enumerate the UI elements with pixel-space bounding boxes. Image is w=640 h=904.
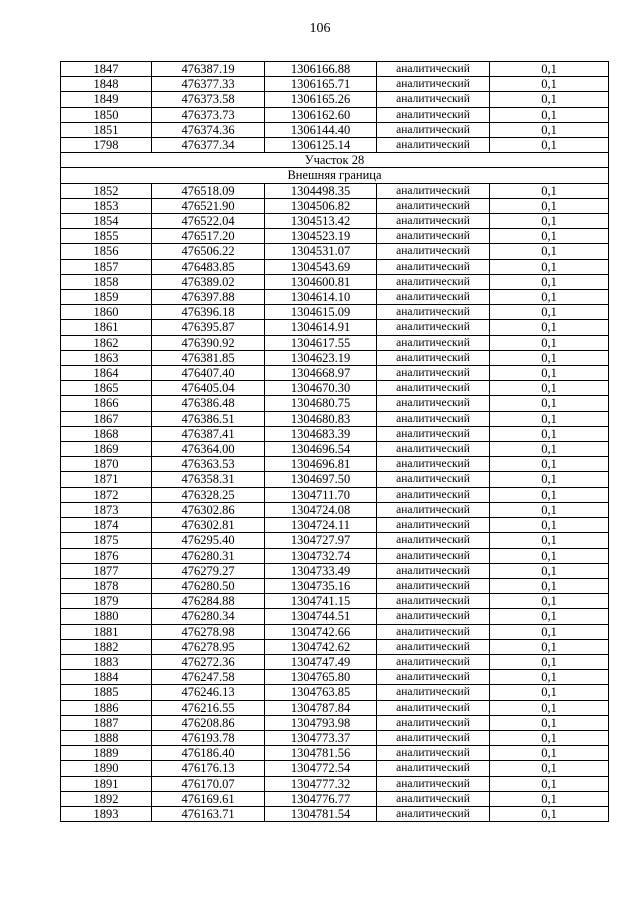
method: аналитический (377, 578, 490, 593)
method: аналитический (377, 62, 490, 77)
y-coordinate: 1304742.66 (265, 624, 377, 639)
x-coordinate: 476186.40 (152, 746, 265, 761)
point-number: 1798 (61, 138, 152, 153)
method: аналитический (377, 198, 490, 213)
accuracy: 0,1 (490, 502, 609, 517)
table-row (61, 472, 609, 487)
x-coordinate: 476169.61 (152, 791, 265, 806)
x-coordinate: 476364.00 (152, 442, 265, 457)
x-coordinate: 476246.13 (152, 685, 265, 700)
y-coordinate: 1304697.50 (265, 472, 377, 487)
point-number: 1878 (61, 578, 152, 593)
x-coordinate: 476522.04 (152, 214, 265, 229)
y-coordinate: 1306162.60 (265, 107, 377, 122)
point-number: 1885 (61, 685, 152, 700)
point-number: 1884 (61, 670, 152, 685)
method: аналитический (377, 77, 490, 92)
accuracy: 0,1 (490, 639, 609, 654)
point-number: 1854 (61, 214, 152, 229)
table-row (61, 259, 609, 274)
x-coordinate: 476363.53 (152, 457, 265, 472)
y-coordinate: 1306165.26 (265, 92, 377, 107)
accuracy: 0,1 (490, 107, 609, 122)
y-coordinate: 1304617.55 (265, 335, 377, 350)
accuracy: 0,1 (490, 609, 609, 624)
x-coordinate: 476272.36 (152, 654, 265, 669)
y-coordinate: 1304696.81 (265, 457, 377, 472)
x-coordinate: 476483.85 (152, 259, 265, 274)
y-coordinate: 1304772.54 (265, 761, 377, 776)
accuracy: 0,1 (490, 198, 609, 213)
point-number: 1860 (61, 305, 152, 320)
point-number: 1879 (61, 594, 152, 609)
y-coordinate: 1304781.54 (265, 806, 377, 821)
table-row (61, 639, 609, 654)
accuracy: 0,1 (490, 776, 609, 791)
y-coordinate: 1304513.42 (265, 214, 377, 229)
table-row (61, 366, 609, 381)
y-coordinate: 1304614.10 (265, 290, 377, 305)
y-coordinate: 1306144.40 (265, 122, 377, 137)
table-row (61, 107, 609, 122)
x-coordinate: 476395.87 (152, 320, 265, 335)
point-number: 1890 (61, 761, 152, 776)
accuracy: 0,1 (490, 138, 609, 153)
point-number: 1882 (61, 639, 152, 654)
x-coordinate: 476279.27 (152, 563, 265, 578)
method: аналитический (377, 350, 490, 365)
y-coordinate: 1304724.08 (265, 502, 377, 517)
accuracy: 0,1 (490, 396, 609, 411)
method: аналитический (377, 244, 490, 259)
table-row (61, 335, 609, 350)
table-row (61, 138, 609, 153)
point-number: 1856 (61, 244, 152, 259)
x-coordinate: 476247.58 (152, 670, 265, 685)
table-row (61, 624, 609, 639)
accuracy: 0,1 (490, 670, 609, 685)
y-coordinate: 1304498.35 (265, 183, 377, 198)
x-coordinate: 476280.31 (152, 548, 265, 563)
accuracy: 0,1 (490, 320, 609, 335)
accuracy: 0,1 (490, 806, 609, 821)
method: аналитический (377, 685, 490, 700)
x-coordinate: 476397.88 (152, 290, 265, 305)
y-coordinate: 1304680.83 (265, 411, 377, 426)
y-coordinate: 1304793.98 (265, 715, 377, 730)
method: аналитический (377, 274, 490, 289)
y-coordinate: 1304623.19 (265, 350, 377, 365)
point-number: 1875 (61, 533, 152, 548)
x-coordinate: 476518.09 (152, 183, 265, 198)
table-body-top (61, 62, 609, 153)
point-number: 1887 (61, 715, 152, 730)
y-coordinate: 1304735.16 (265, 578, 377, 593)
accuracy: 0,1 (490, 411, 609, 426)
coordinates-table (60, 61, 609, 822)
point-number: 1874 (61, 518, 152, 533)
y-coordinate: 1304742.62 (265, 639, 377, 654)
method: аналитический (377, 214, 490, 229)
method: аналитический (377, 472, 490, 487)
method: аналитический (377, 335, 490, 350)
x-coordinate: 476405.04 (152, 381, 265, 396)
point-number: 1871 (61, 472, 152, 487)
accuracy: 0,1 (490, 62, 609, 77)
point-number: 1848 (61, 77, 152, 92)
x-coordinate: 476517.20 (152, 229, 265, 244)
accuracy: 0,1 (490, 183, 609, 198)
x-coordinate: 476278.98 (152, 624, 265, 639)
accuracy: 0,1 (490, 654, 609, 669)
x-coordinate: 476381.85 (152, 350, 265, 365)
x-coordinate: 476302.86 (152, 502, 265, 517)
point-number: 1862 (61, 335, 152, 350)
table-row (61, 563, 609, 578)
point-number: 1877 (61, 563, 152, 578)
table-row (61, 578, 609, 593)
y-coordinate: 1304777.32 (265, 776, 377, 791)
table-row (61, 183, 609, 198)
y-coordinate: 1304727.97 (265, 533, 377, 548)
method: аналитический (377, 290, 490, 305)
table-row (61, 274, 609, 289)
table-row (61, 396, 609, 411)
point-number: 1889 (61, 746, 152, 761)
point-number: 1853 (61, 198, 152, 213)
accuracy: 0,1 (490, 685, 609, 700)
point-number: 1881 (61, 624, 152, 639)
section-subtitle-row (61, 168, 609, 183)
method: аналитический (377, 806, 490, 821)
accuracy: 0,1 (490, 259, 609, 274)
table-row (61, 700, 609, 715)
table-body-bottom (61, 183, 609, 822)
x-coordinate: 476390.92 (152, 335, 265, 350)
y-coordinate: 1306166.88 (265, 62, 377, 77)
point-number: 1876 (61, 548, 152, 563)
method: аналитический (377, 624, 490, 639)
table-row (61, 62, 609, 77)
method: аналитический (377, 183, 490, 198)
y-coordinate: 1304763.85 (265, 685, 377, 700)
table-row (61, 761, 609, 776)
method: аналитический (377, 654, 490, 669)
x-coordinate: 476328.25 (152, 487, 265, 502)
accuracy: 0,1 (490, 761, 609, 776)
accuracy: 0,1 (490, 77, 609, 92)
y-coordinate: 1306165.71 (265, 77, 377, 92)
accuracy: 0,1 (490, 533, 609, 548)
x-coordinate: 476396.18 (152, 305, 265, 320)
point-number: 1892 (61, 791, 152, 806)
point-number: 1888 (61, 730, 152, 745)
x-coordinate: 476280.50 (152, 578, 265, 593)
accuracy: 0,1 (490, 791, 609, 806)
accuracy: 0,1 (490, 715, 609, 730)
table-row (61, 244, 609, 259)
x-coordinate: 476506.22 (152, 244, 265, 259)
accuracy: 0,1 (490, 350, 609, 365)
x-coordinate: 476176.13 (152, 761, 265, 776)
point-number: 1872 (61, 487, 152, 502)
table-row (61, 746, 609, 761)
accuracy: 0,1 (490, 366, 609, 381)
point-number: 1870 (61, 457, 152, 472)
point-number: 1863 (61, 350, 152, 365)
x-coordinate: 476358.31 (152, 472, 265, 487)
table-row (61, 654, 609, 669)
accuracy: 0,1 (490, 214, 609, 229)
x-coordinate: 476193.78 (152, 730, 265, 745)
method: аналитический (377, 107, 490, 122)
point-number: 1858 (61, 274, 152, 289)
y-coordinate: 1304776.77 (265, 791, 377, 806)
point-number: 1866 (61, 396, 152, 411)
table-row (61, 198, 609, 213)
table-row (61, 548, 609, 563)
method: аналитический (377, 609, 490, 624)
x-coordinate: 476208.86 (152, 715, 265, 730)
table-row (61, 411, 609, 426)
x-coordinate: 476387.41 (152, 426, 265, 441)
method: аналитический (377, 305, 490, 320)
method: аналитический (377, 700, 490, 715)
accuracy: 0,1 (490, 290, 609, 305)
section-subtitle: Внешняя граница (61, 168, 609, 183)
point-number: 1880 (61, 609, 152, 624)
y-coordinate: 1304711.70 (265, 487, 377, 502)
method: аналитический (377, 548, 490, 563)
table-row (61, 229, 609, 244)
table-row (61, 730, 609, 745)
y-coordinate: 1304773.37 (265, 730, 377, 745)
point-number: 1861 (61, 320, 152, 335)
point-number: 1883 (61, 654, 152, 669)
table-row (61, 92, 609, 107)
point-number: 1891 (61, 776, 152, 791)
x-coordinate: 476284.88 (152, 594, 265, 609)
accuracy: 0,1 (490, 700, 609, 715)
method: аналитический (377, 442, 490, 457)
x-coordinate: 476170.07 (152, 776, 265, 791)
x-coordinate: 476302.81 (152, 518, 265, 533)
accuracy: 0,1 (490, 578, 609, 593)
y-coordinate: 1304531.07 (265, 244, 377, 259)
point-number: 1849 (61, 92, 152, 107)
accuracy: 0,1 (490, 335, 609, 350)
method: аналитический (377, 670, 490, 685)
method: аналитический (377, 138, 490, 153)
method: аналитический (377, 594, 490, 609)
accuracy: 0,1 (490, 426, 609, 441)
method: аналитический (377, 715, 490, 730)
y-coordinate: 1304543.69 (265, 259, 377, 274)
accuracy: 0,1 (490, 563, 609, 578)
method: аналитический (377, 563, 490, 578)
table-row (61, 518, 609, 533)
method: аналитический (377, 366, 490, 381)
accuracy: 0,1 (490, 305, 609, 320)
point-number: 1868 (61, 426, 152, 441)
table-row (61, 457, 609, 472)
point-number: 1857 (61, 259, 152, 274)
point-number: 1852 (61, 183, 152, 198)
y-coordinate: 1304683.39 (265, 426, 377, 441)
y-coordinate: 1306125.14 (265, 138, 377, 153)
x-coordinate: 476295.40 (152, 533, 265, 548)
method: аналитический (377, 426, 490, 441)
table-row (61, 670, 609, 685)
table-row (61, 685, 609, 700)
table-row (61, 381, 609, 396)
accuracy: 0,1 (490, 746, 609, 761)
method: аналитический (377, 457, 490, 472)
y-coordinate: 1304747.49 (265, 654, 377, 669)
y-coordinate: 1304765.80 (265, 670, 377, 685)
point-number: 1867 (61, 411, 152, 426)
method: аналитический (377, 639, 490, 654)
x-coordinate: 476389.02 (152, 274, 265, 289)
table-row (61, 290, 609, 305)
accuracy: 0,1 (490, 244, 609, 259)
point-number: 1873 (61, 502, 152, 517)
point-number: 1851 (61, 122, 152, 137)
method: аналитический (377, 502, 490, 517)
accuracy: 0,1 (490, 92, 609, 107)
accuracy: 0,1 (490, 442, 609, 457)
table-row (61, 715, 609, 730)
x-coordinate: 476216.55 (152, 700, 265, 715)
method: аналитический (377, 746, 490, 761)
accuracy: 0,1 (490, 381, 609, 396)
table-row (61, 305, 609, 320)
method: аналитический (377, 533, 490, 548)
method: аналитический (377, 791, 490, 806)
table-row (61, 214, 609, 229)
method: аналитический (377, 730, 490, 745)
accuracy: 0,1 (490, 472, 609, 487)
point-number: 1850 (61, 107, 152, 122)
y-coordinate: 1304614.91 (265, 320, 377, 335)
section-header (61, 153, 609, 183)
section-title-row (61, 153, 609, 168)
y-coordinate: 1304506.82 (265, 198, 377, 213)
method: аналитический (377, 92, 490, 107)
method: аналитический (377, 761, 490, 776)
table-row (61, 487, 609, 502)
method: аналитический (377, 776, 490, 791)
y-coordinate: 1304696.54 (265, 442, 377, 457)
point-number: 1847 (61, 62, 152, 77)
table-row (61, 426, 609, 441)
method: аналитический (377, 122, 490, 137)
x-coordinate: 476386.48 (152, 396, 265, 411)
x-coordinate: 476407.40 (152, 366, 265, 381)
y-coordinate: 1304741.15 (265, 594, 377, 609)
table-row (61, 320, 609, 335)
y-coordinate: 1304600.81 (265, 274, 377, 289)
table-row (61, 791, 609, 806)
accuracy: 0,1 (490, 518, 609, 533)
accuracy: 0,1 (490, 487, 609, 502)
y-coordinate: 1304523.19 (265, 229, 377, 244)
accuracy: 0,1 (490, 122, 609, 137)
accuracy: 0,1 (490, 730, 609, 745)
accuracy: 0,1 (490, 274, 609, 289)
x-coordinate: 476374.36 (152, 122, 265, 137)
y-coordinate: 1304680.75 (265, 396, 377, 411)
accuracy: 0,1 (490, 594, 609, 609)
method: аналитический (377, 381, 490, 396)
method: аналитический (377, 518, 490, 533)
table-row (61, 350, 609, 365)
point-number: 1893 (61, 806, 152, 821)
method: аналитический (377, 396, 490, 411)
point-number: 1855 (61, 229, 152, 244)
table-row (61, 442, 609, 457)
x-coordinate: 476377.34 (152, 138, 265, 153)
point-number: 1869 (61, 442, 152, 457)
accuracy: 0,1 (490, 457, 609, 472)
accuracy: 0,1 (490, 624, 609, 639)
table-row (61, 77, 609, 92)
table-row (61, 609, 609, 624)
table-row (61, 594, 609, 609)
x-coordinate: 476373.58 (152, 92, 265, 107)
y-coordinate: 1304781.56 (265, 746, 377, 761)
method: аналитический (377, 229, 490, 244)
method: аналитический (377, 487, 490, 502)
y-coordinate: 1304615.09 (265, 305, 377, 320)
table-row (61, 502, 609, 517)
x-coordinate: 476387.19 (152, 62, 265, 77)
x-coordinate: 476377.33 (152, 77, 265, 92)
y-coordinate: 1304724.11 (265, 518, 377, 533)
method: аналитический (377, 320, 490, 335)
x-coordinate: 476521.90 (152, 198, 265, 213)
point-number: 1865 (61, 381, 152, 396)
section-title: Участок 28 (61, 153, 609, 168)
table-row (61, 122, 609, 137)
point-number: 1886 (61, 700, 152, 715)
point-number: 1864 (61, 366, 152, 381)
y-coordinate: 1304732.74 (265, 548, 377, 563)
table-row (61, 533, 609, 548)
x-coordinate: 476373.73 (152, 107, 265, 122)
accuracy: 0,1 (490, 548, 609, 563)
accuracy: 0,1 (490, 229, 609, 244)
y-coordinate: 1304733.49 (265, 563, 377, 578)
method: аналитический (377, 259, 490, 274)
method: аналитический (377, 411, 490, 426)
point-number: 1859 (61, 290, 152, 305)
y-coordinate: 1304744.51 (265, 609, 377, 624)
table-row (61, 806, 609, 821)
y-coordinate: 1304787.84 (265, 700, 377, 715)
table-row (61, 776, 609, 791)
x-coordinate: 476278.95 (152, 639, 265, 654)
x-coordinate: 476386.51 (152, 411, 265, 426)
page-number: 106 (309, 21, 331, 36)
y-coordinate: 1304670.30 (265, 381, 377, 396)
y-coordinate: 1304668.97 (265, 366, 377, 381)
x-coordinate: 476163.71 (152, 806, 265, 821)
x-coordinate: 476280.34 (152, 609, 265, 624)
